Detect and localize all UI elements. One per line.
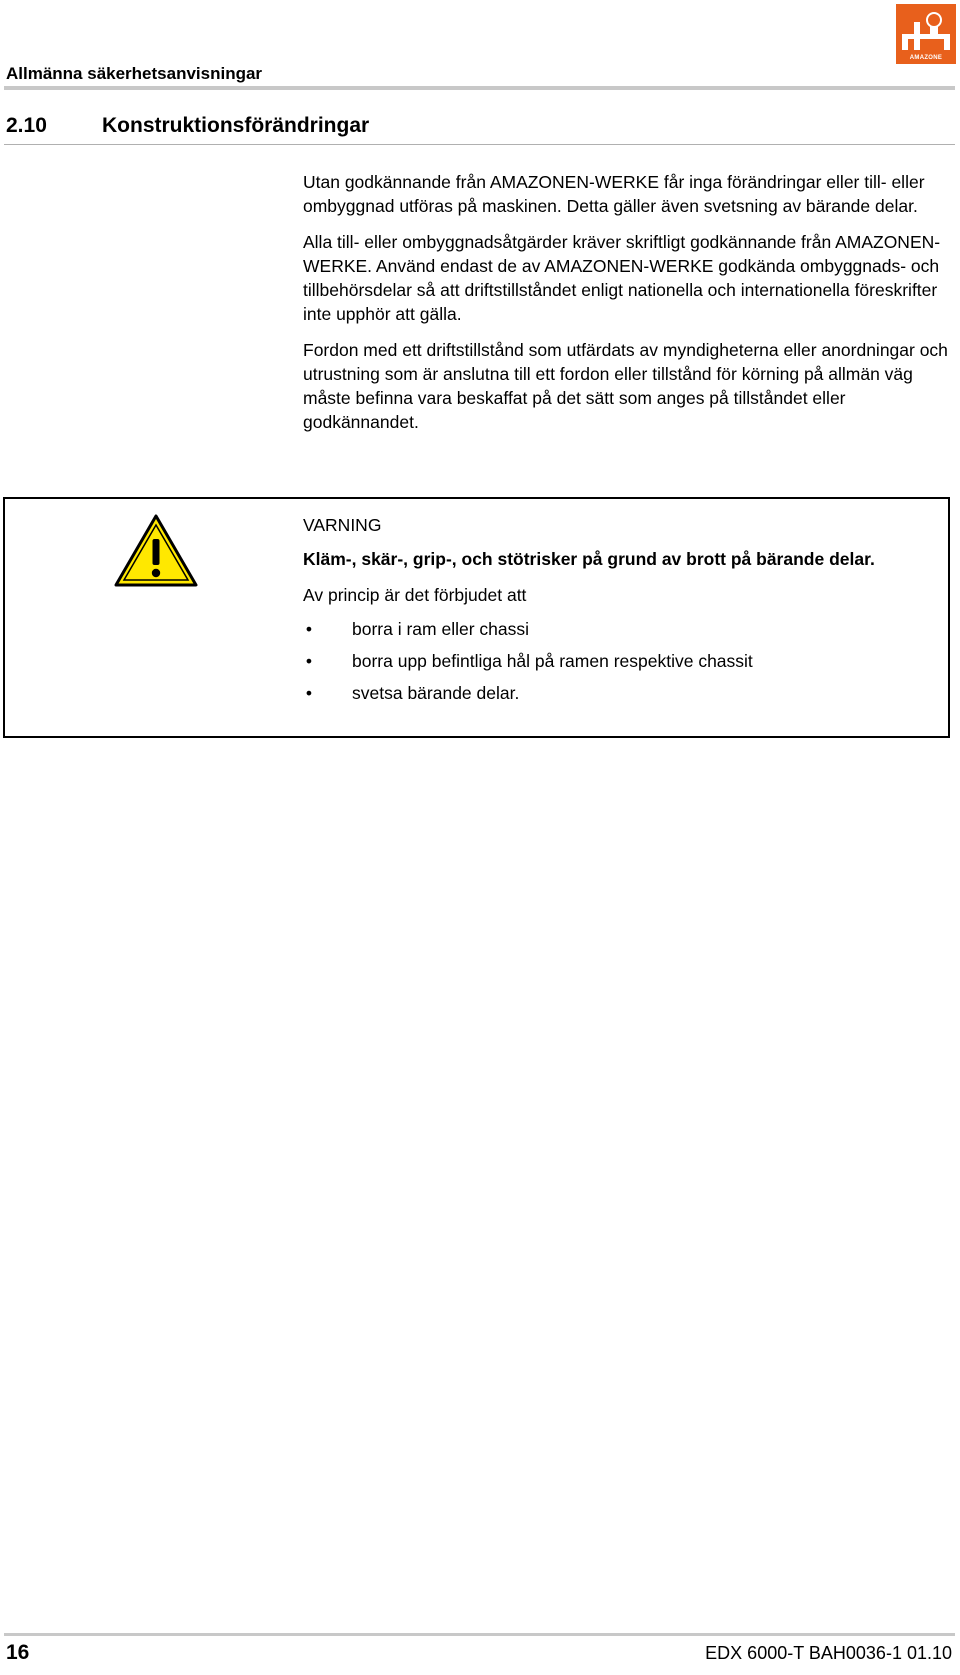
list-item-text: borra i ram eller chassi [352,619,529,639]
bullet: • [305,683,313,703]
warning-headline: Kläm-, skär-, grip-, och stötrisker på grund av brott på bärande delar. [303,549,875,569]
list-item [303,613,943,645]
list-item [303,677,943,709]
warning-triangle-icon [113,513,199,594]
page-number: 16 [6,1641,30,1664]
bullet: • [305,651,313,671]
paragraph: Fordon med ett driftstillstånd som utfärdats av myndigheterna eller anordningar och utrustning som är anslutna till ett fordon eller tillstånd för körning på allmän väg måste befinna vara beskaffat på det sätt som anges på tillståndet eller godkännandet. [303,340,948,432]
body-text [303,170,953,446]
footer-divider [4,1633,955,1636]
logo-text: AMAZONE [909,55,943,61]
header-divider [4,86,955,90]
section-divider [4,144,955,145]
list-item-text: svetsa bärande delar. [352,683,520,703]
warning-box [3,497,950,738]
amazone-logo [896,4,956,64]
section-title: Konstruktionsförändringar [102,114,370,137]
warning-intro: Av princip är det förbjudet att [303,585,527,605]
warning-content [303,513,943,709]
running-header-title: Allmänna säkerhetsanvisningar [6,64,263,83]
section-number: 2.10 [6,114,47,137]
section-heading [6,114,369,138]
list-item-text: borra upp befintliga hål på ramen respektive chassit [352,651,753,671]
document-id: EDX 6000-T BAH0036-1 01.10 [705,1643,952,1663]
warning-list [303,613,943,709]
paragraph: Utan godkännande från AMAZONEN-WERKE får inga förändringar eller till- eller ombyggnad utföras på maskinen. Detta gäller även svetsning av bärande delar. [303,172,925,216]
list-item [303,645,943,677]
bullet: • [305,619,313,639]
paragraph: Alla till- eller ombyggnadsåtgärder kräver skriftligt godkännande från AMAZONEN-WERKE. Använd endast de av AMAZONEN-WERKE godkända ombyggnads- och tillbehörsdelar så att driftstillståndet enligt nationella och internationella föreskrifter inte upphör att gälla. [303,232,941,324]
warning-label: VARNING [303,515,382,535]
